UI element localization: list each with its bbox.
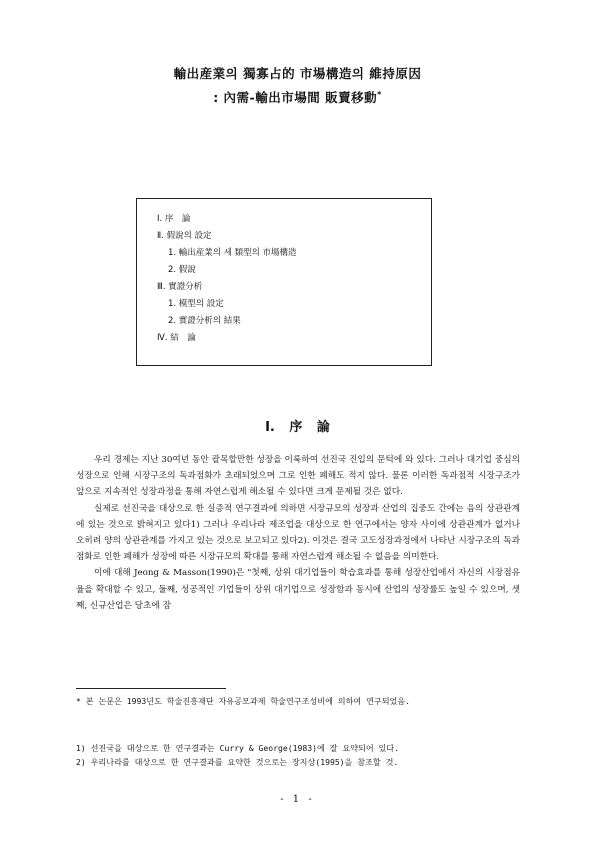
body-paragraph: 우리 경제는 지난 30여년 동안 괄목할만한 성장을 이룩하여 선진국 진입의 문턱에 와 있다. 그러나 대기업 중심의 성장으로 인해 시장구조의 독과점화가 초래되었으며 그로 인한 폐해도 적지 않다. 물론 이러한 독과점적 시장구조가 앞으로 지속적인 성장과정을 통해 자연스럽게 해소될 수 있다면 크게 문제될 것은 없다. [76, 455, 520, 498]
body-paragraph: 이에 대해 Jeong & Masson(1990)은 "첫째, 상위 대기업들이 학습효과를 통해 성장산업에서 자신의 시장점유율을 확대할 수 있고, 둘째, 성공적인 기업들이 상위 대기업으로 성장함과 동시에 산업의 성장률도 높일 수 있으며, 셋째, 신규산업은 당초에 잠 [76, 568, 520, 611]
table-of-contents-box [136, 198, 432, 366]
toc-entry[interactable]: Ⅲ. 實證分析 [157, 282, 203, 292]
paper-subtitle: : 內需-輸出市場間 販賣移動 [213, 90, 378, 105]
toc-entry[interactable]: Ⅰ. 序 論 [157, 214, 191, 224]
section-heading: Ⅰ. 序 論 [265, 420, 330, 435]
body-paragraph: 실제로 선진국을 대상으로 한 실증적 연구결과에 의하면 시장규모의 성장과 산업의 집중도 간에는 음의 상관관계에 있는 것으로 밝혀지고 있다1) 그러나 우리나라 제조업을 대상으로 한 연구에서는 양자 사이에 상관관계가 없거나 오히려 양의 상관관계를 가지고 있는 것으로 보고되고 있다2). 이것은 결국 고도성장과정에서 나타난 시장구조의 독과점화로 인한 폐해가 성장에 따른 시장규모의 확대를 통해 자연스럽게 해소될 수 없음을 의미한다. [76, 503, 520, 563]
toc-entry[interactable]: Ⅱ. 假說의 設定 [157, 231, 212, 241]
footnote-star: * 본 논문은 1993년도 학술진흥재단 자유공모과제 학술연구조성비에 의하여 연구되었음. [76, 696, 411, 706]
toc-subentry[interactable]: 2. 假說 [168, 265, 196, 275]
toc-subentry[interactable]: 1. 模型의 設定 [168, 299, 224, 309]
page-number: - 1 - [280, 794, 315, 805]
toc-entry[interactable]: Ⅳ. 結 論 [157, 333, 196, 343]
toc-subentry[interactable]: 1. 輸出産業의 세 類型의 市場構造 [168, 248, 297, 258]
footnote-divider [76, 688, 226, 689]
title-footnote-mark: * [377, 89, 382, 99]
toc-subentry[interactable]: 2. 實證分析의 結果 [168, 316, 241, 326]
paper-title-line-1: 輸出産業의 獨寡占的 市場構造의 維持原因 [173, 66, 422, 81]
footnote-2: 2) 우리나라를 대상으로 한 연구결과를 요약한 것으로는 장지상(1995)을 참조할 것. [76, 757, 399, 767]
footnote-1: 1) 선진국을 대상으로 한 연구결과는 Curry & George(1983)에 잘 요약되어 있다. [76, 743, 400, 753]
paper-title-line-2 [0, 88, 595, 106]
body-text [76, 452, 520, 614]
